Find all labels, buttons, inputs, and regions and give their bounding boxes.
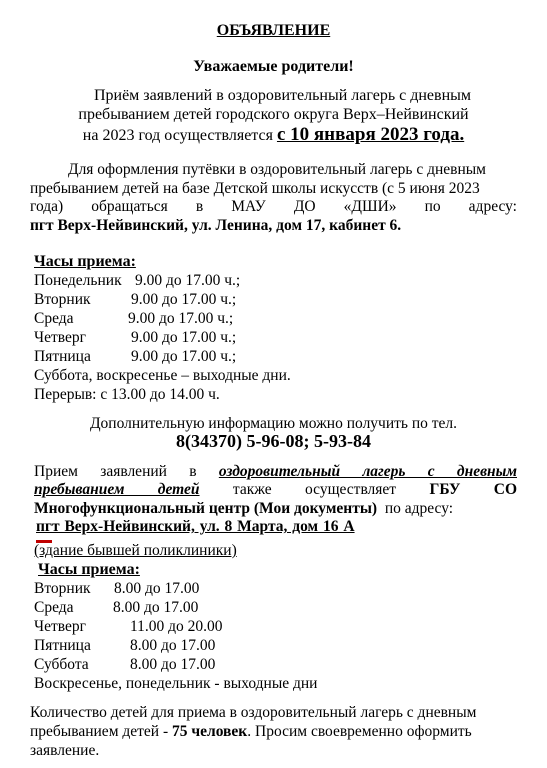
footer-line-3: заявление. [30,742,100,759]
mfc-org-short: ГБУ СО [429,481,518,499]
mfc-line-2 [30,481,517,499]
dshi-hours-row [34,291,237,310]
dshi-address: пгт Верх-Нейвинский, ул. Ленина, дом 17, кабинет 6. [30,216,402,234]
mfc-hours-day: Среда [34,599,74,616]
intro-line-3 [30,125,517,145]
mfc-prefix: Прием заявлений в [34,463,197,480]
mfc-hours-time: 8.00 до 17.00 [130,656,216,673]
intro-start-date: с 10 января 2023 года. [276,124,465,145]
dshi-line-1: Для оформления путёвки в оздоровительный лагерь с дневным [68,161,486,178]
mfc-hours-time: 8.00 до 17.00 [130,637,216,654]
dshi-hours-label: Часы приема: [34,253,136,270]
mfc-also: также осуществляет [232,481,397,499]
mfc-hours-row [34,580,200,599]
mfc-camp-text-2: пребыванием детей [34,481,200,499]
mfc-address: пгт Верх-Нейвинский, ул. 8 Марта, дом 16 А [36,518,355,536]
dshi-hours-time: 9.00 до 17.00 ч.; [131,348,237,365]
mfc-hours-label: Часы приема: [38,561,140,578]
dshi-line-2: пребыванием детей на базе Детской школы искусств (с 5 июня 2023 [30,179,480,197]
mfc-hours-day: Четверг [34,618,86,635]
mfc-hours-row [34,656,216,675]
mfc-hours-time: 11.00 до 20.00 [130,618,223,635]
mfc-building: (здание бывшей поликлиники) [34,542,237,559]
mfc-hours-day: Суббота [34,656,89,673]
mfc-hours-row [34,637,216,656]
dshi-hours-time: 9.00 до 17.00 ч.; [128,310,234,327]
dshi-hours-day: Пятница [34,348,91,365]
mfc-closed-days: Воскресенье, понедельник - выходные дни [34,675,318,692]
phone-numbers: 8(34370) 5-96-08; 5-93-84 [176,431,371,451]
mfc-hours-row [34,618,223,637]
dshi-hours-time: 9.00 до 17.00 ч.; [131,291,237,308]
mfc-line-1 [30,463,517,481]
footer-line-2-prefix: пребыванием детей - [30,723,169,740]
footer-paragraph [30,703,517,760]
intro-paragraph [30,86,517,145]
dshi-hours-day: Вторник [34,291,91,308]
footer-line-2 [30,722,517,741]
dshi-hours-time: 9.00 до 17.00 ч.; [131,329,237,346]
mfc-hours-time: 8.00 до 17.00 [113,599,199,616]
dshi-break: Перерыв: с 13.00 до 14.00 ч. [34,386,220,403]
mfc-paragraph [30,463,517,537]
dshi-hours-day: Понедельник [34,272,122,289]
intro-line-2: пребыванием детей городского округа Верх–Нейвинский [78,106,469,123]
dshi-hours-row [34,348,237,367]
dshi-paragraph [30,161,517,235]
mfc-hours-time: 8.00 до 17.00 [114,580,200,597]
dshi-hours-day: Четверг [34,329,86,346]
dshi-line-3: года) обращаться в МАУ ДО «ДШИ» по адресу: [30,198,517,215]
dshi-weekend: Суббота, воскресенье – выходные дни. [34,367,291,384]
dshi-hours-row [34,272,241,291]
mfc-line-3 [30,500,517,518]
footer-children-count: 75 человек [172,723,248,740]
mfc-org-full: Многофункциональный центр (Мои документы) [34,499,378,517]
mfc-by-address: по адресу: [384,499,454,517]
announcement-title: ОБЪЯВЛЕНИЕ [216,22,331,39]
intro-year-text: на 2023 год осуществляется [82,127,273,144]
phone-info: Дополнительную информацию можно получить по тел. [89,415,458,432]
mfc-hours-row [34,599,199,618]
mfc-hours-day: Пятница [34,637,91,654]
footer-line-2-suffix: . Просим своевременно оформить [247,723,472,740]
dshi-hours-time: 9.00 до 17.00 ч.; [135,272,241,289]
footer-line-1: Количество детей для приема в оздоровительный лагерь с дневным [30,704,477,721]
mfc-hours-day: Вторник [34,580,91,597]
dshi-hours-row [34,329,237,348]
dshi-hours-row [34,310,234,329]
dshi-hours-day: Среда [34,310,74,327]
intro-line-1: Приём заявлений в оздоровительный лагерь с дневным [93,87,472,104]
greeting: Уважаемые родители! [193,58,354,75]
mfc-camp-text-1: оздоровительный лагерь с дневным [218,463,517,480]
